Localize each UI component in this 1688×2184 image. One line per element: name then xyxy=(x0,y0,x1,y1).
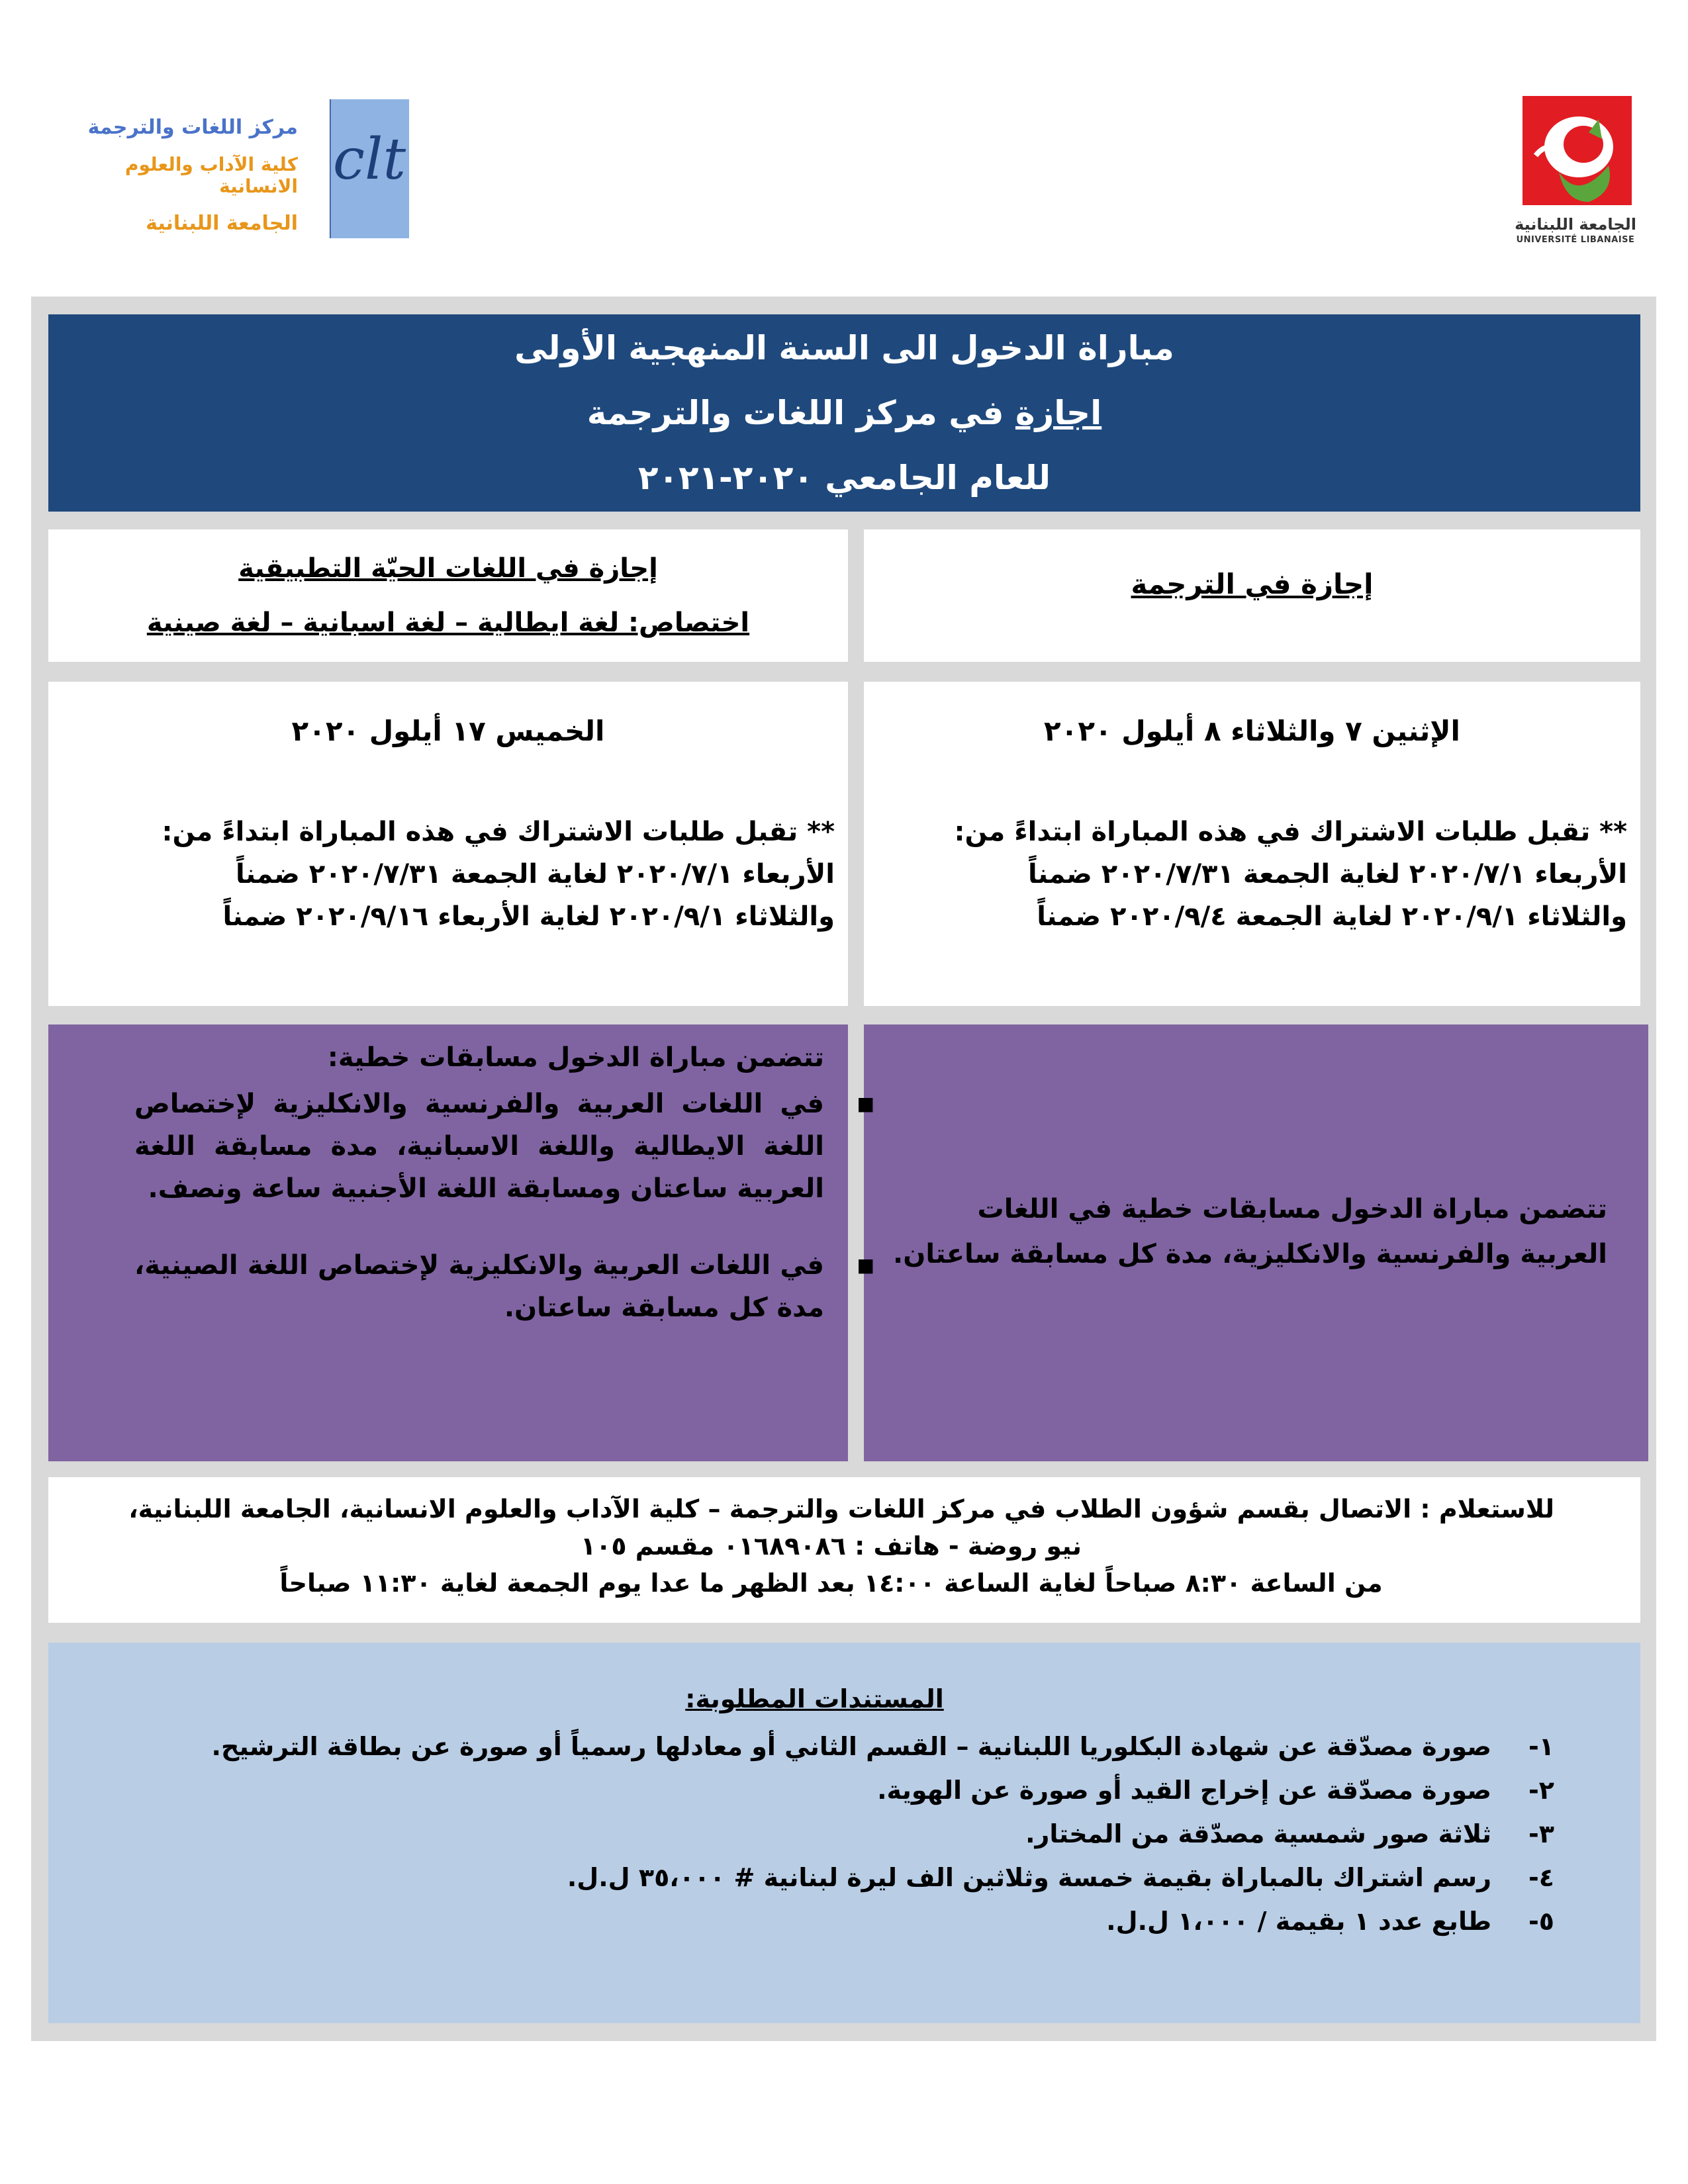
list-item xyxy=(75,1768,1554,1812)
contact-line-1: للاستعلام : الاتصال بقسم شؤون الطلاب في مركز اللغات والترجمة – كلية الآداب والعلوم الانسانية، الجامعة اللبنانية، xyxy=(128,1494,1554,1524)
list-item xyxy=(75,1856,1554,1899)
contact-line-2: نيو روضة - هاتف : ٠١٦٨٩٠٨٦ مقسم ١٠٥ xyxy=(580,1531,1082,1561)
languages-exam-description xyxy=(48,1024,874,1461)
documents-heading: المستندات المطلوبة: xyxy=(685,1684,944,1713)
clt-header-text xyxy=(60,116,298,235)
item-number: ٤- xyxy=(1528,1863,1554,1892)
translation-dates xyxy=(864,682,1640,1006)
list-item xyxy=(134,1244,874,1329)
title-line-1: مباراة الدخول الى السنة المنهجية الأولى xyxy=(514,329,1174,367)
item-text: ثلاثة صور شمسية مصدّقة من المختار. xyxy=(1025,1819,1491,1848)
list-item-text: في اللغات العربية والفرنسية والانكليزية لإختصاص اللغة الايطالية واللغة الاسبانية، مدة مسابقة اللغة العربية ساعتان ومسابقة اللغة الأجنبية ساعة ونصف. xyxy=(134,1089,824,1204)
required-documents xyxy=(48,1643,1640,2023)
languages-exam-date: الخميس ١٧ أيلول ٢٠٢٠ xyxy=(291,715,605,747)
languages-dates xyxy=(48,682,848,1006)
contact-line-3: من الساعة ٨:٣٠ صباحاً لغاية الساعة ١٤:٠٠ بعد الظهر ما عدا يوم الجمعة لغاية ١١:٣٠ صباحاً xyxy=(279,1569,1383,1598)
languages-program-header xyxy=(48,529,848,662)
translation-registration-intro: ** تقبل طلبات الاشتراك في هذه المباراة ابتداءً من: xyxy=(954,817,1627,847)
lebanese-university-name xyxy=(1509,215,1642,245)
bullet-icon: ■ xyxy=(857,1093,874,1115)
translation-registration-period-2: والثلاثاء ٢٠٢٠/٩/١ لغاية الجمعة ٢٠٢٠/٩/٤ ضمناً xyxy=(1037,901,1627,932)
languages-registration-intro: ** تقبل طلبات الاشتراك في هذه المباراة ابتداءً من: xyxy=(162,817,835,847)
item-number: ٢- xyxy=(1528,1776,1554,1805)
languages-exam-list xyxy=(134,1083,874,1329)
item-number: ٥- xyxy=(1528,1907,1554,1936)
item-text: صورة مصدّقة عن إخراج القيد أو صورة عن الهوية. xyxy=(877,1776,1491,1805)
translation-exam-text: تتضمن مباراة الدخول مسابقات خطية في اللغات العربية والفرنسية والانكليزية، مدة كل مسابقة ساعتان. xyxy=(893,1194,1607,1269)
ul-name-french: UNIVERSITÉ LIBANAISE xyxy=(1516,235,1635,245)
list-item xyxy=(134,1083,874,1210)
translation-exam-description xyxy=(864,1024,1648,1461)
university-name: الجامعة اللبنانية xyxy=(146,212,298,235)
item-text: صورة مصدّقة عن شهادة البكلوريا اللبنانية – القسم الثاني أو معادلها رسمياً أو صورة عن بطاقة الترشيح. xyxy=(211,1732,1491,1761)
languages-registration-period-2: والثلاثاء ٢٠٢٠/٩/١ لغاية الأربعاء ٢٠٢٠/٩/١٦ ضمناً xyxy=(222,901,835,932)
clt-logo xyxy=(330,99,409,238)
title-line-2 xyxy=(48,381,1640,445)
translation-registration-period-1: الأربعاء ٢٠٢٠/٧/١ لغاية الجمعة ٢٠٢٠/٧/٣١ ضمناً xyxy=(1028,859,1627,889)
item-number: ٣- xyxy=(1528,1819,1554,1848)
list-item-text: في اللغات العربية والانكليزية لإختصاص اللغة الصينية، مدة كل مسابقة ساعتان. xyxy=(134,1250,824,1323)
ul-name-arabic: الجامعة اللبنانية xyxy=(1515,215,1636,234)
title-box xyxy=(48,314,1640,512)
contact-info xyxy=(48,1477,1640,1623)
clt-logo-text: clt xyxy=(332,126,406,193)
title-center: في مركز اللغات والترجمة xyxy=(586,394,1015,432)
title-degree: اجازة xyxy=(1015,394,1102,432)
languages-exam-heading: تتضمن مباراة الدخول مسابقات خطية: xyxy=(327,1042,824,1073)
title-line-3: للعام الجامعي ٢٠٢٠-٢٠٢١ xyxy=(637,459,1051,497)
bullet-icon: ■ xyxy=(857,1254,874,1276)
faculty-name: كلية الآداب والعلوم الانسانية xyxy=(125,154,298,197)
item-number: ١- xyxy=(1528,1732,1554,1761)
translation-exam-date: الإثنين ٧ والثلاثاء ٨ أيلول ٢٠٢٠ xyxy=(1044,715,1460,747)
translation-program-title: إجازة في الترجمة xyxy=(1131,568,1374,600)
languages-registration-period-1: الأربعاء ٢٠٢٠/٧/١ لغاية الجمعة ٢٠٢٠/٧/٣١ ضمناً xyxy=(236,859,835,889)
item-text: رسم اشتراك بالمباراة بقيمة خمسة وثلاثين الف ليرة لبنانية # ٣٥،٠٠٠ ل.ل. xyxy=(567,1863,1491,1892)
languages-specialization: اختصاص: لغة ايطالية – لغة اسبانية – لغة صينية xyxy=(146,608,750,638)
list-item xyxy=(75,1812,1554,1856)
list-item xyxy=(75,1899,1554,1943)
languages-program-title: إجازة في اللغات الحيّة التطبيقية xyxy=(238,553,658,584)
item-text: طابع عدد ١ بقيمة / ١،٠٠٠ ل.ل. xyxy=(1106,1907,1491,1936)
clt-name: مركز اللغات والترجمة xyxy=(87,116,298,139)
list-item xyxy=(75,1725,1554,1768)
translation-program-header xyxy=(864,529,1640,662)
